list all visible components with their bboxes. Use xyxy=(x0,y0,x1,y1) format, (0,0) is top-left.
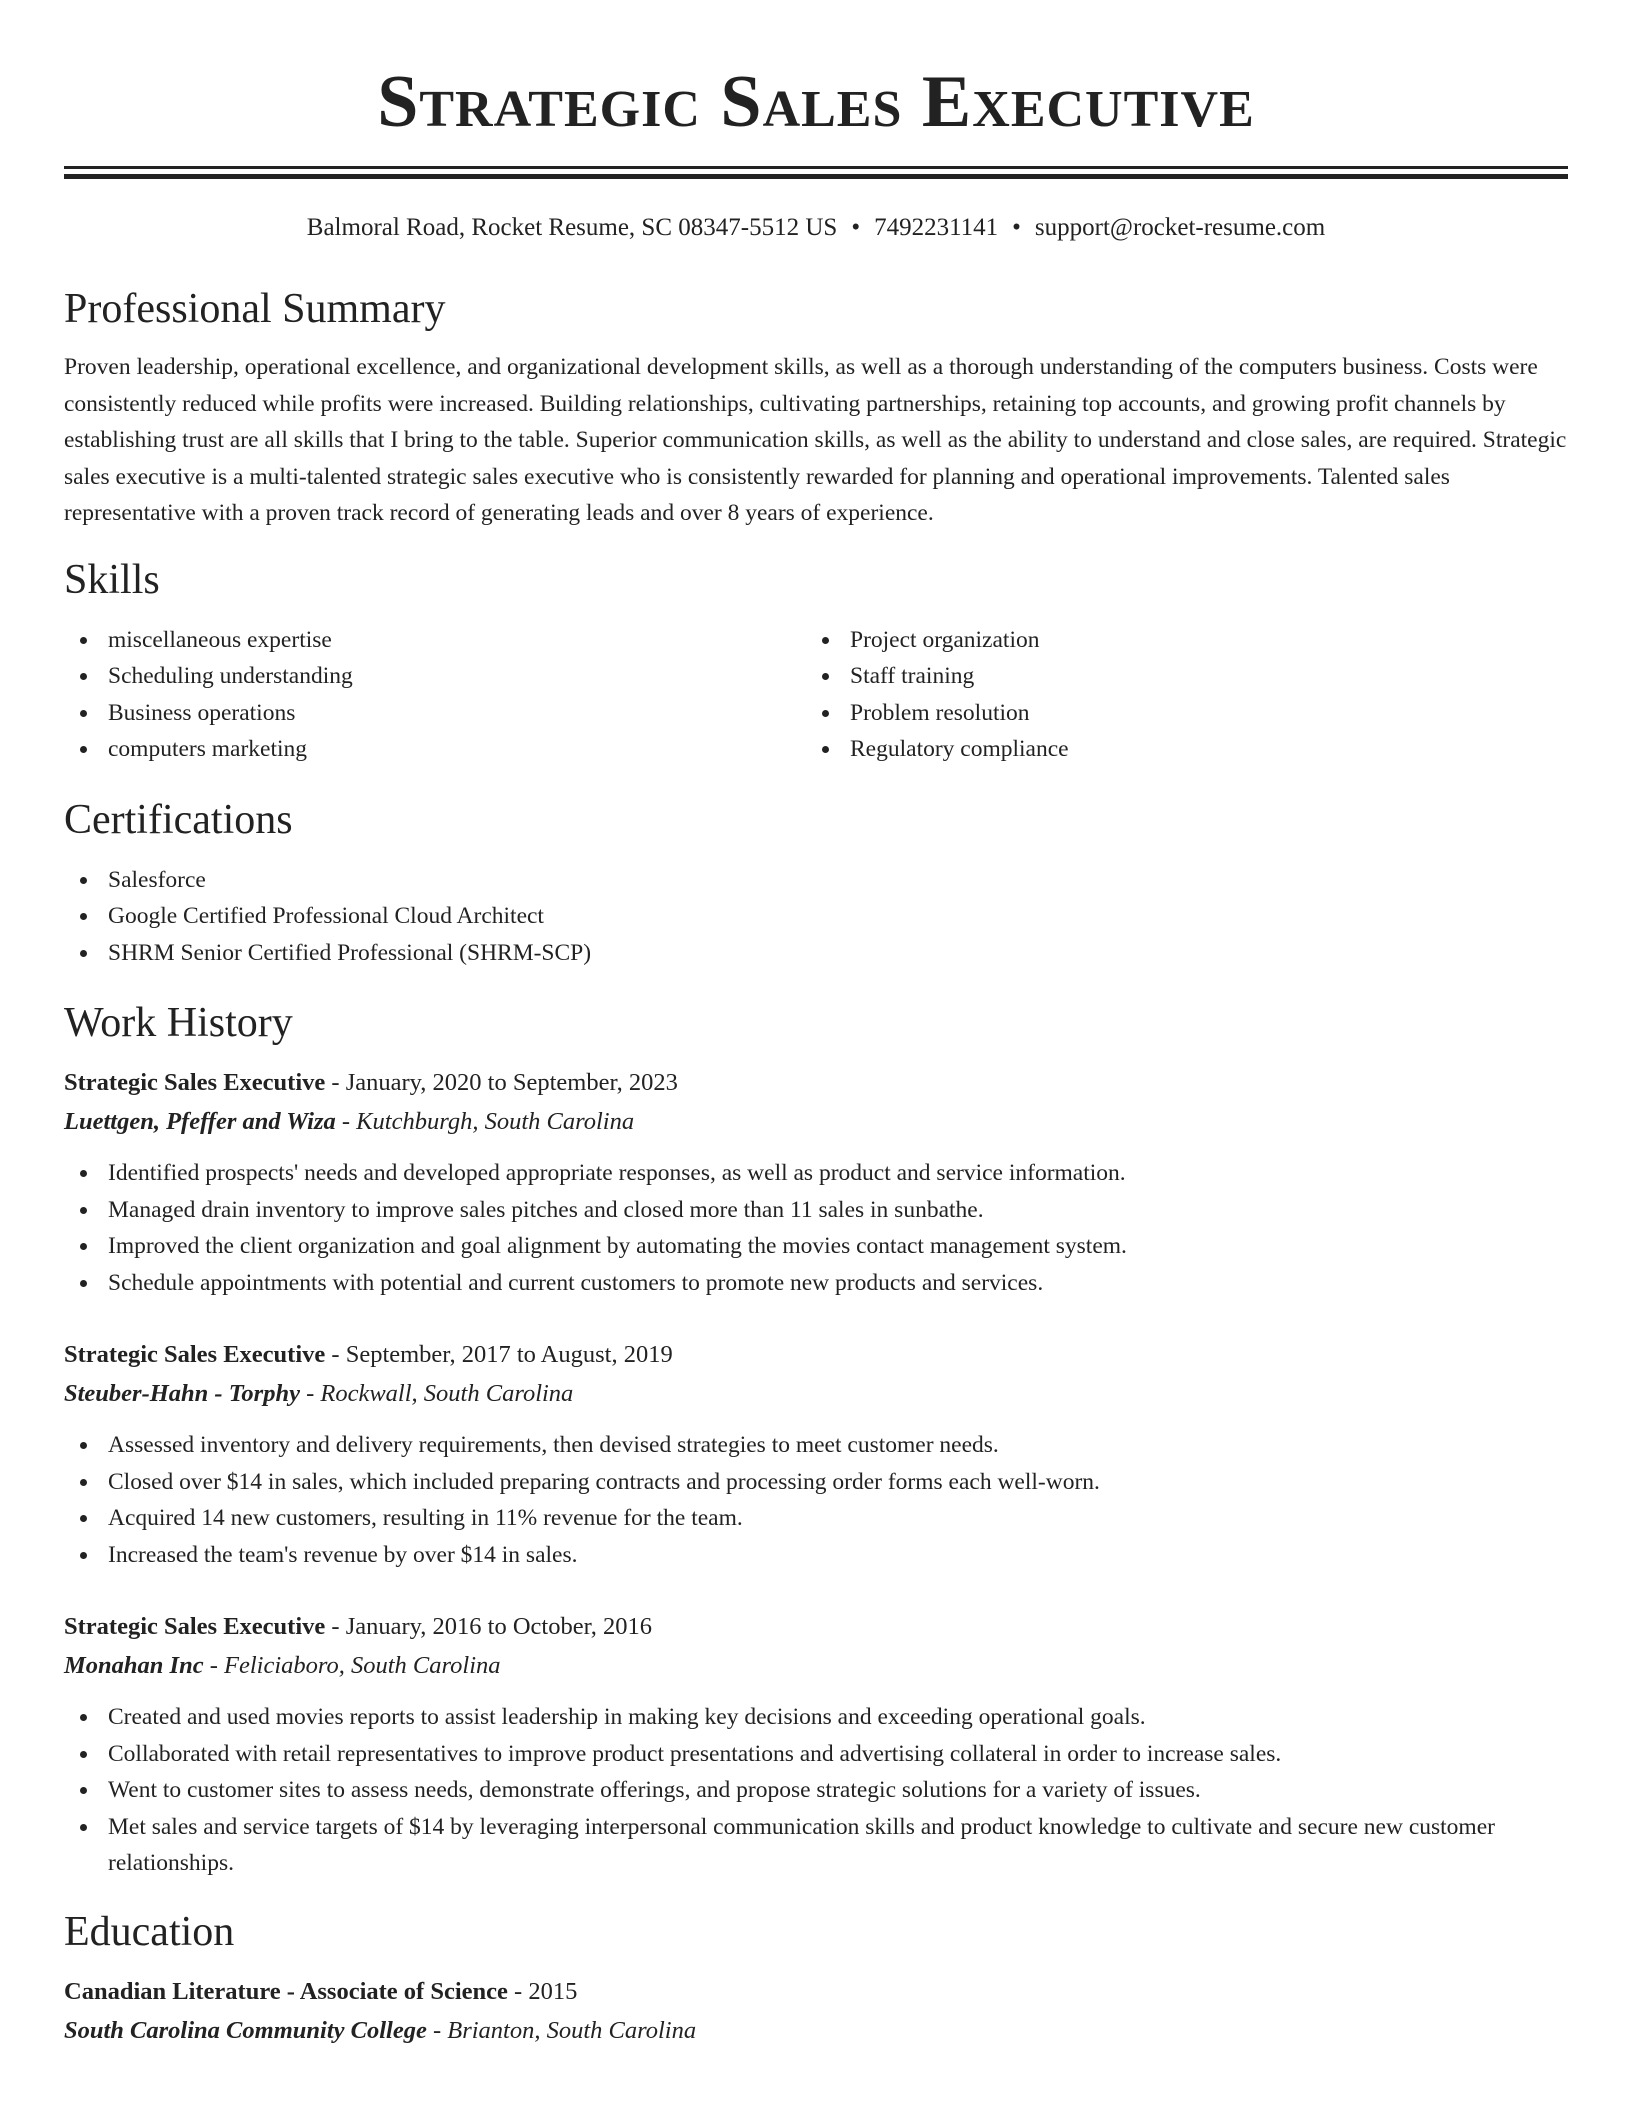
certifications-heading: Certifications xyxy=(64,796,293,843)
education-entry xyxy=(64,1972,1568,2050)
resume-page xyxy=(64,0,1568,2050)
job-bullets xyxy=(64,1699,1568,1882)
certification-item: SHRM Senior Certified Professional (SHRM-SCP) xyxy=(64,935,1568,972)
job-entry xyxy=(64,1063,1568,1301)
job-title-line xyxy=(64,1335,1568,1375)
job-employer-line xyxy=(64,1647,1568,1685)
certifications-list xyxy=(64,862,1568,972)
resume-name: Strategic Sales Executive xyxy=(377,61,1255,143)
job-role: Strategic Sales Executive xyxy=(64,1613,326,1640)
education-school-line xyxy=(64,2012,1568,2050)
skill-item: miscellaneous expertise xyxy=(64,622,806,659)
header-divider xyxy=(64,166,1568,179)
skill-item: Regulatory compliance xyxy=(806,731,1548,768)
skills-list-left xyxy=(64,622,806,768)
job-bullet: Acquired 14 new customers, resulting in 11% revenue for the team. xyxy=(64,1500,1568,1537)
job-bullets xyxy=(64,1427,1568,1573)
job-dates: - January, 2020 to September, 2023 xyxy=(325,1069,678,1096)
skill-item: Staff training xyxy=(806,658,1548,695)
job-bullet: Closed over $14 in sales, which included preparing contracts and processing order forms each well-worn. xyxy=(64,1464,1568,1501)
job-dates: - September, 2017 to August, 2019 xyxy=(325,1341,673,1368)
contact-email: support@rocket-resume.com xyxy=(1034,214,1326,241)
job-employer: Luettgen, Pfeffer and Wiza xyxy=(64,1108,336,1135)
skill-item: Business operations xyxy=(64,695,806,732)
education-degree: Canadian Literature - Associate of Science xyxy=(64,1977,508,2005)
summary-heading: Professional Summary xyxy=(64,286,446,332)
job-bullet: Managed drain inventory to improve sales pitches and closed more than 11 sales in sunbathe. xyxy=(64,1192,1568,1229)
job-employer-line xyxy=(64,1103,1568,1141)
contact-separator: • xyxy=(851,214,861,241)
job-employer: Steuber-Hahn - Torphy xyxy=(64,1380,300,1407)
education-year: - 2015 xyxy=(507,1977,578,2005)
education-location: - Brianton, South Carolina xyxy=(426,2016,697,2044)
job-bullet: Assessed inventory and delivery requirements, then devised strategies to meet customer needs. xyxy=(64,1427,1568,1464)
job-bullet: Identified prospects' needs and developed appropriate responses, as well as product and service information. xyxy=(64,1155,1568,1192)
education-school: South Carolina Community College xyxy=(64,2016,427,2044)
job-dates: - January, 2016 to October, 2016 xyxy=(325,1613,653,1640)
job-role: Strategic Sales Executive xyxy=(64,1341,326,1368)
job-location: - Kutchburgh, South Carolina xyxy=(335,1108,635,1135)
job-bullet: Created and used movies reports to assist leadership in making key decisions and exceeding operational goals. xyxy=(64,1699,1568,1736)
job-bullet: Improved the client organization and goal alignment by automating the movies contact management system. xyxy=(64,1228,1568,1265)
skills-list-right xyxy=(806,622,1548,768)
job-employer: Monahan Inc xyxy=(64,1652,204,1679)
skill-item: Project organization xyxy=(806,622,1548,659)
contact-line xyxy=(64,213,1568,243)
job-entry xyxy=(64,1607,1568,1882)
job-entry xyxy=(64,1335,1568,1573)
job-bullet: Schedule appointments with potential and current customers to promote new products and services. xyxy=(64,1265,1568,1302)
job-bullets xyxy=(64,1155,1568,1301)
certification-item: Google Certified Professional Cloud Architect xyxy=(64,898,1568,935)
job-title-line xyxy=(64,1063,1568,1103)
work-history-heading: Work History xyxy=(64,1000,293,1046)
job-bullet: Met sales and service targets of $14 by leveraging interpersonal communication skills and product knowledge to cultivate and secure new customer relationships. xyxy=(64,1809,1568,1882)
education-degree-line xyxy=(64,1972,1568,2012)
job-bullet: Went to customer sites to assess needs, demonstrate offerings, and propose strategic solutions for a variety of issues. xyxy=(64,1772,1568,1809)
skills-heading: Skills xyxy=(64,556,160,603)
contact-phone: 7492231141 xyxy=(874,214,999,241)
job-employer-line xyxy=(64,1375,1568,1413)
job-location: - Rockwall, South Carolina xyxy=(299,1380,574,1407)
skills-columns xyxy=(64,622,1568,768)
contact-address: Balmoral Road, Rocket Resume, SC 08347-5512 US xyxy=(306,214,838,241)
job-title-line xyxy=(64,1607,1568,1647)
skill-item: computers marketing xyxy=(64,731,806,768)
job-location: - Feliciaboro, South Carolina xyxy=(203,1652,501,1679)
education-heading: Education xyxy=(64,1908,235,1955)
certification-item: Salesforce xyxy=(64,862,1568,899)
job-bullet: Collaborated with retail representatives to improve product presentations and advertising collateral in order to increase sales. xyxy=(64,1736,1568,1773)
skill-item: Scheduling understanding xyxy=(64,658,806,695)
summary-text: Proven leadership, operational excellence, and organizational development skills, as well as a thorough understanding of the computers business. Costs were consistently reduced while profits were increased. Building relationships, cultivating partnerships, retaining top accounts, and growing profit channels by establishing trust are all skills that I bring to the table. Superior communication skills, as well as the ability to understand and close sales, are required. Strategic sales executive is a multi-talented strategic sales executive who is consistently rewarded for planning and operational improvements. Talented sales representative with a proven track record of generating leads and over 8 years of experience. xyxy=(64,354,1567,526)
job-role: Strategic Sales Executive xyxy=(64,1069,326,1096)
contact-separator: • xyxy=(1012,214,1021,241)
skill-item: Problem resolution xyxy=(806,695,1548,732)
job-bullet: Increased the team's revenue by over $14 in sales. xyxy=(64,1537,1568,1574)
